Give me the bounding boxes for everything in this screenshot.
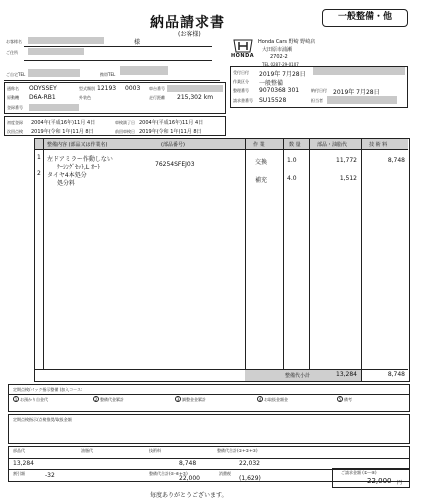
discount-value: -32 (45, 472, 55, 479)
car-name-label: 通称名 (7, 86, 19, 91)
model-code: 12193 (97, 85, 117, 92)
staff-label: 担当者 (311, 98, 323, 103)
work-type: 一般整備 (259, 80, 284, 87)
model-label: 型式類別 (79, 86, 95, 91)
mileage-label: 走行距離 (149, 95, 165, 100)
model-sub: 0003 (125, 85, 141, 92)
inspect-exp-date: 2004年(平成16年)11月 4日 (139, 120, 204, 126)
subtotal2-value: 22,000 (179, 475, 200, 482)
work-type-label: 作業区分 (233, 79, 249, 84)
plan-item-1: お預かり自金代 (20, 397, 48, 402)
subtotal-label: 整備代小計 (285, 373, 311, 379)
document-title: 納品請求書 (150, 15, 225, 31)
circle-5-icon: 5 (338, 397, 342, 402)
reg-no-label: 登録番号 (7, 105, 23, 110)
row2-parts: 1,512 (339, 175, 357, 182)
col-line (309, 139, 310, 381)
plan-item-4: お取扱金額金 (264, 397, 288, 402)
labor-label: 技術料 (149, 448, 161, 453)
category-badge: 一般整備・他 (322, 9, 408, 27)
row1-sub: ｹｰｼﾝｸﾞｾｯﾄ,L ｵｰﾄ (57, 164, 101, 171)
grand-total-value: 22,000 (367, 477, 392, 485)
parts-amount: 13,284 (13, 460, 34, 467)
delivery-date-label: 納付日付 (311, 88, 327, 93)
reg-no-redacted (29, 104, 79, 111)
row2-name: タイヤ4本処分 (47, 172, 87, 179)
tax-label: 消費税 (219, 471, 231, 476)
engine-label: 原動機 (7, 95, 19, 100)
address-redacted (28, 48, 84, 55)
tax-value: (1,629) (239, 475, 261, 482)
last-inspect-date: 2019年(令和 1年)11月 8日 (139, 129, 202, 135)
next-inspect-label: 次回点検 (7, 129, 23, 134)
delivery-date: 2019年 7月28日 (333, 89, 380, 96)
honda-h-icon (232, 38, 254, 52)
last-inspect-label: 前回車検日 (115, 129, 135, 134)
row2-no: 2 (37, 170, 41, 177)
header-parts: 部品・油脂代 (317, 142, 348, 148)
row2-qty: 4.0 (287, 175, 297, 182)
row1-part-no: 76254SFEJ03 (155, 161, 195, 168)
phone-redacted (28, 69, 80, 77)
order-box (230, 66, 408, 108)
customer-name-redacted (28, 37, 104, 44)
car-name: ODYSSEY (29, 85, 57, 92)
circle-3-icon: 3 (176, 397, 180, 402)
phone-label: ご自宅TEL (6, 72, 26, 77)
first-reg-date: 2004年(平成16年)11月 4日 (31, 120, 96, 126)
invoice-no-label: 請求書番号 (233, 98, 253, 103)
plan-line (9, 394, 409, 395)
receipt-date-label: 受付日付 (233, 70, 249, 75)
grand-total-box (332, 468, 410, 488)
plan-item-2: 整備代金累計 (100, 397, 124, 402)
row2-sub: 処分料 (57, 180, 76, 187)
inspect-exp-label: 車検満了日 (115, 120, 135, 125)
row1-parts: 11,772 (336, 157, 357, 164)
col-line (361, 139, 362, 381)
name-underline (24, 46, 212, 47)
header-content: 整備内容 (部品又は作業名) (47, 142, 108, 148)
col-line (245, 139, 246, 381)
receipt-date: 2019年 7月28日 (259, 71, 306, 78)
totals-line (9, 458, 409, 459)
col-line (43, 139, 44, 369)
plan-head: 定期点検/パック指示整備 (加入コース: (13, 387, 83, 392)
order-no-label: 整理番号 (233, 88, 249, 93)
row1-labor: 8,748 (387, 157, 405, 164)
circle-2-icon: 2 (94, 397, 98, 402)
mobile-redacted (120, 66, 168, 75)
staff-redacted (327, 96, 397, 104)
row2-work: 補充 (255, 177, 268, 184)
header-part-no: (部品番号) (161, 142, 185, 148)
yen-unit: 円 (397, 480, 403, 486)
first-reg-label: 初度登録 (7, 120, 23, 125)
honda-logo-text: HONDA (231, 53, 255, 59)
subtotal-labor: 8,748 (387, 371, 405, 378)
color-label: 外装色 (79, 95, 91, 100)
header-qty: 数 量 (289, 142, 301, 148)
circle-1-icon: 1 (14, 397, 18, 402)
circle-4-icon: 4 (258, 397, 262, 402)
receipt-redacted (313, 67, 405, 75)
oil-label: 油脂代 (81, 448, 93, 453)
next-inspect-date: 2019年(令和 1年)11月 8日 (31, 129, 94, 135)
plan-item-5: 備考 (344, 397, 352, 402)
header-labor: 技 術 料 (369, 142, 388, 148)
mobile-label: 携帯TEL (100, 72, 116, 77)
parts-label: 部品代 (13, 448, 25, 453)
subtotal2-label: 整備代合計(⑤-⑥+⑦) (149, 471, 188, 476)
salutation: 様 (134, 39, 141, 46)
header-work: 作 業 (253, 142, 265, 148)
dealer-address1: 大田原市浦瀬 (262, 47, 293, 53)
work-note-box (8, 414, 410, 444)
document-subtitle: (お客様) (178, 31, 201, 38)
invoice-no: SU15528 (259, 97, 287, 104)
row1-qty: 1.0 (287, 157, 297, 164)
plan-item-3: 調整金金累計 (182, 397, 206, 402)
phone-underline (4, 80, 220, 81)
address-label: ご住所 (6, 50, 18, 55)
row1-no: 1 (37, 154, 41, 161)
mileage: 215,302 km (177, 94, 214, 101)
work-note-label: 定期点検指示/点検推奨/取扱金額 (13, 417, 72, 422)
dealer-name: Honda Cars 野崎 野崎店 (258, 39, 316, 45)
sum-value: 22,032 (239, 460, 260, 467)
chassis-redacted (167, 85, 223, 92)
subtotal-parts: 13,284 (336, 371, 357, 378)
labor-value: 8,748 (179, 460, 197, 467)
dates-box (4, 116, 226, 136)
plan-box (8, 384, 410, 412)
discount-label: 割引額 (13, 471, 25, 476)
vehicle-box (4, 82, 226, 114)
grand-total-label: ご請求金額 (①～⑨) (341, 470, 377, 475)
chassis-label: 車台番号 (149, 86, 165, 91)
dealer-tel: TEL 0287-29-0107 (262, 62, 299, 67)
sum-label: 整備代合計(①+②+③) (217, 448, 258, 453)
customer-name-label: お客様名 (6, 39, 22, 44)
address-underline (24, 60, 212, 61)
dealer-address2: 2702-2 (270, 54, 288, 60)
thanks-footer: 毎度ありがとうございます。 (150, 492, 228, 499)
work-table (34, 138, 410, 382)
col-line (283, 139, 284, 381)
engine-code: D6A-RB1 (29, 94, 56, 101)
row1-name: 左ドアミラー作動しない (47, 156, 113, 163)
parts-value (13, 460, 34, 467)
row1-work: 交換 (255, 159, 268, 166)
order-no: 9070368 301 (259, 87, 300, 94)
